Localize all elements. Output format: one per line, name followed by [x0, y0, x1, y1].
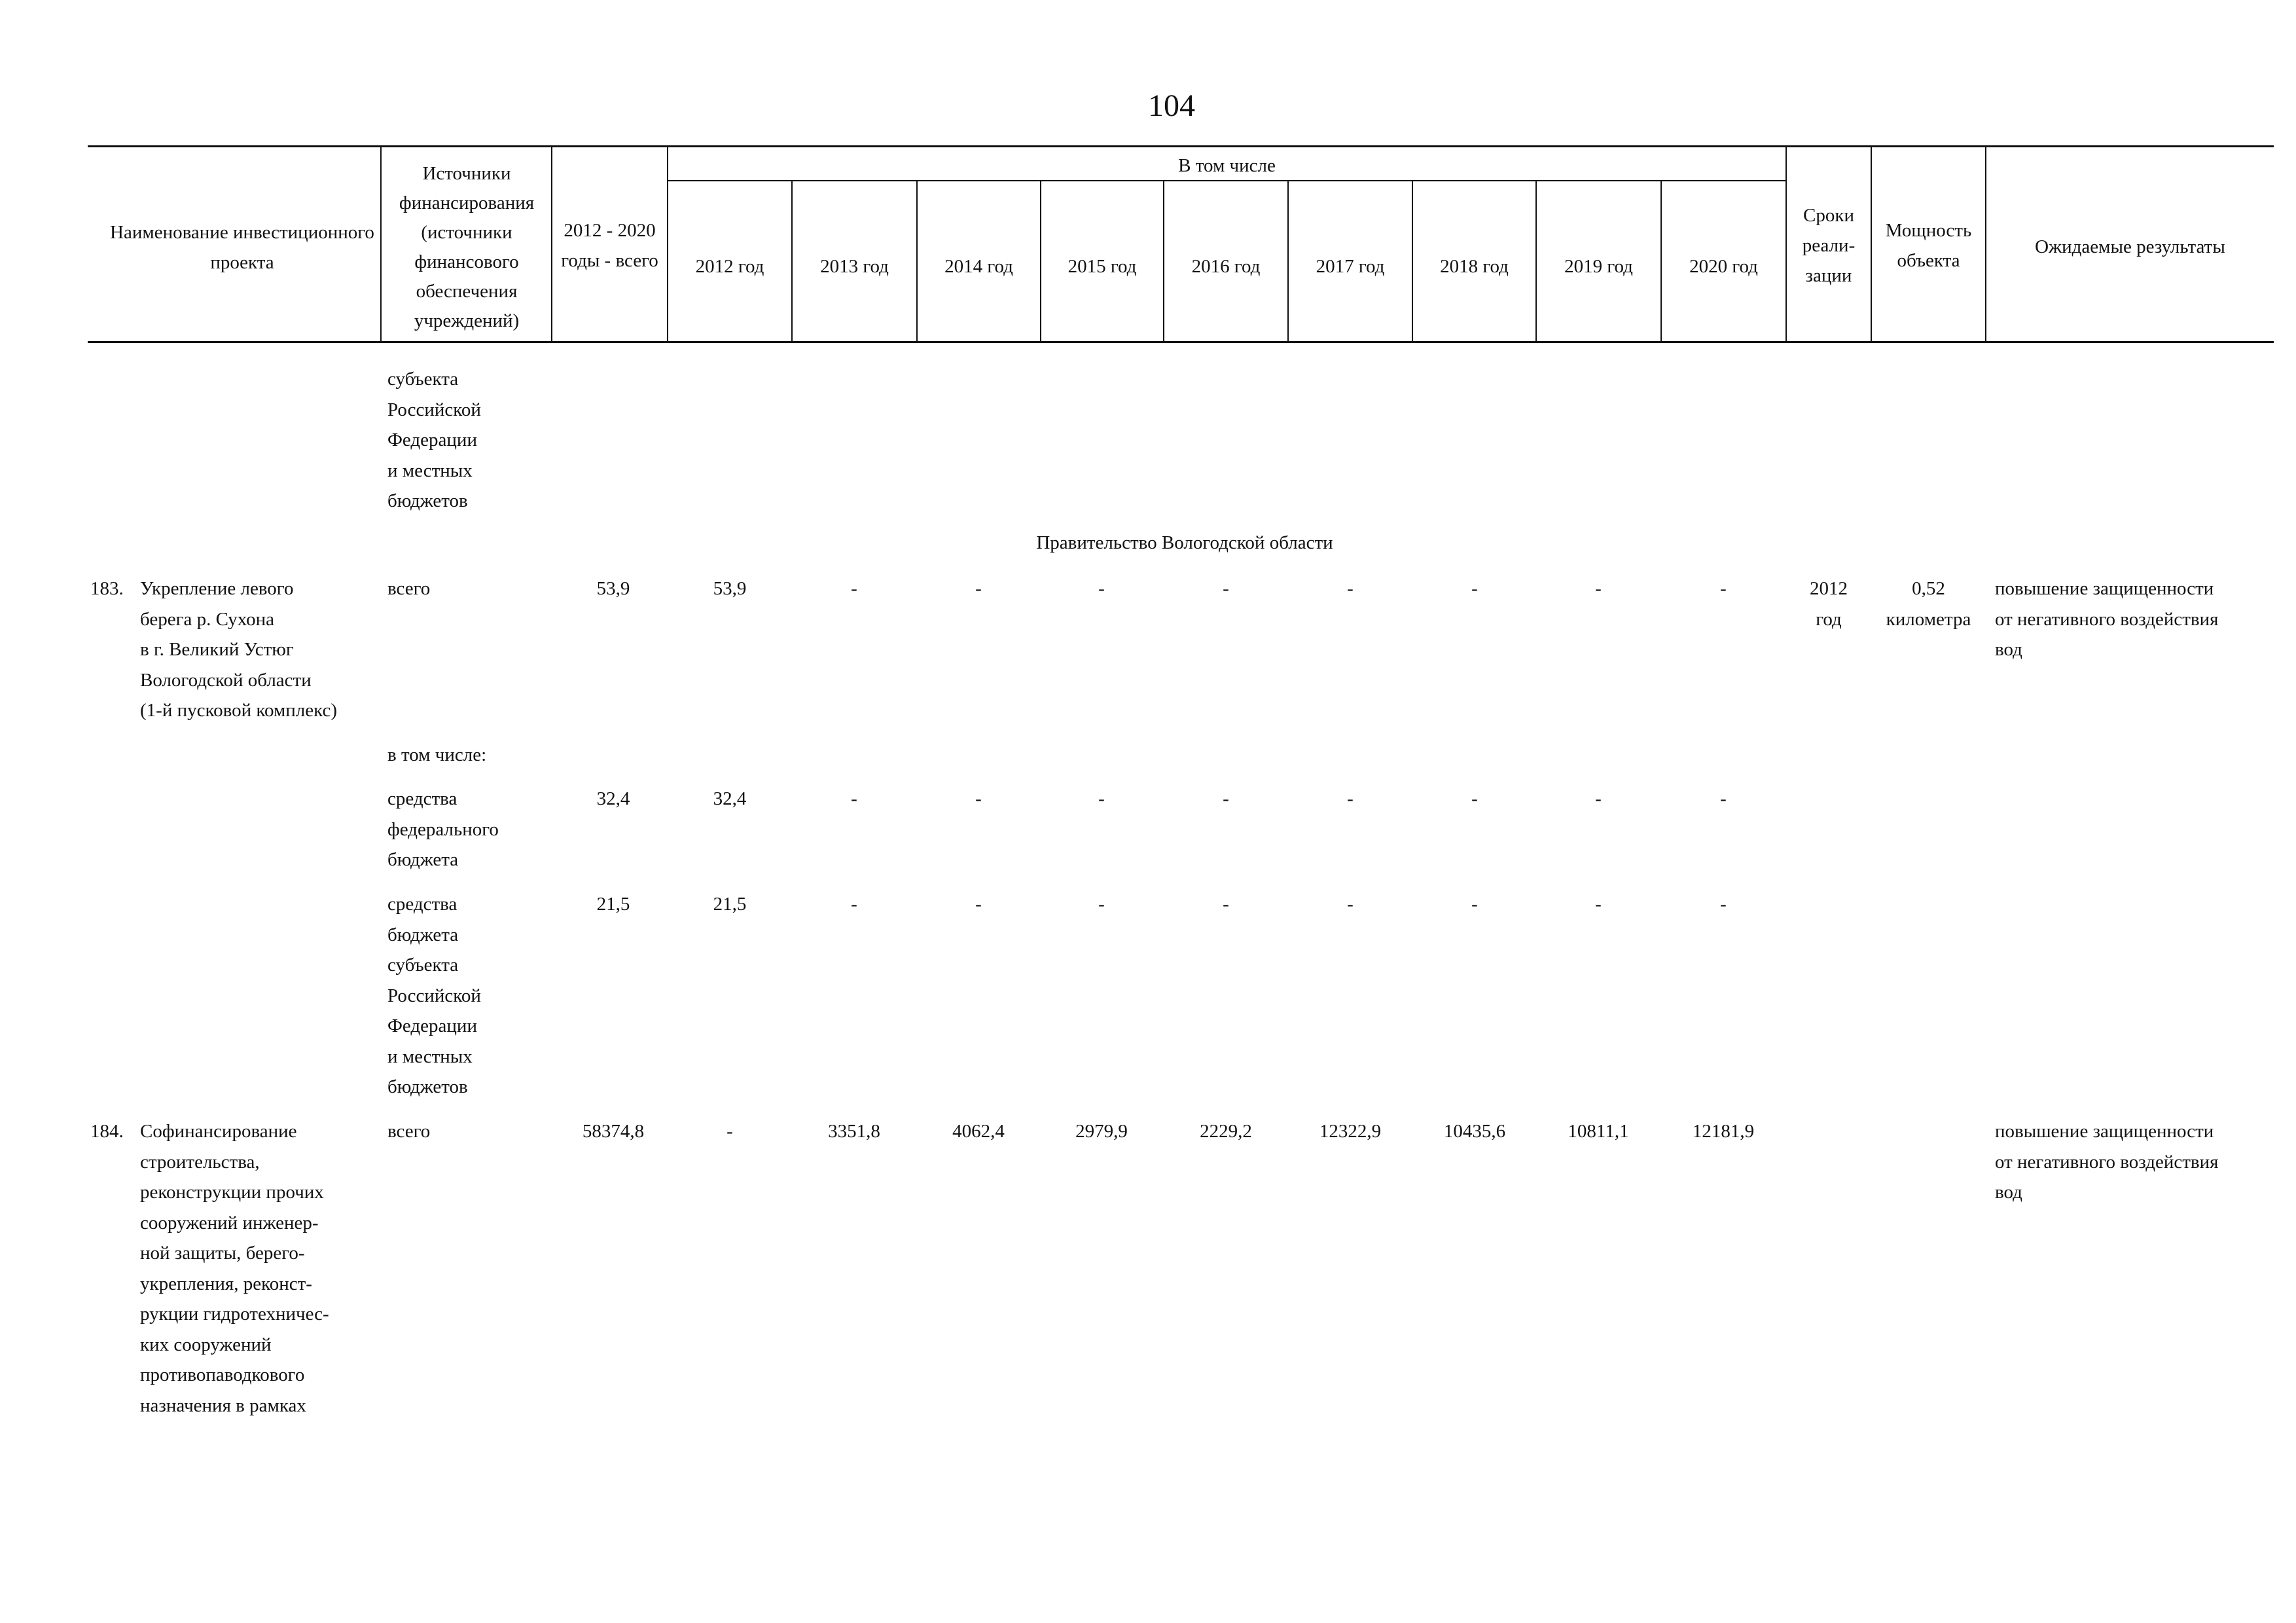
- project-183-source-total: всего: [387, 578, 431, 599]
- project-183-2013: -: [851, 578, 857, 599]
- project-183-2015: -: [1098, 578, 1105, 599]
- project-183-regional-2014: -: [975, 894, 982, 915]
- project-184-2014: 4062,4: [952, 1121, 1005, 1142]
- project-183-2014: -: [975, 578, 982, 599]
- header-total: 2012 - 2020 годы - всего: [561, 220, 658, 271]
- project-184-2017: 12322,9: [1319, 1121, 1382, 1142]
- project-184-name: Софинансирование строительства, реконструкции прочих сооружений инженер- ной защиты, берего- укрепления, реконст- рукции гидротехничес- ких сооружений противопаводкового назначения в рамках: [140, 1121, 329, 1416]
- project-184-source-total: всего: [387, 1121, 431, 1142]
- header-year-2014: 2014 год: [944, 256, 1013, 277]
- header-year-2019: 2019 год: [1564, 256, 1633, 277]
- header-year-2016: 2016 год: [1191, 256, 1261, 277]
- project-183-regional-2013: -: [851, 894, 857, 915]
- project-184-2015: 2979,9: [1075, 1121, 1128, 1142]
- project-183-regional-2018: -: [1471, 894, 1478, 915]
- header-terms: Сроки реали- зации: [1802, 205, 1856, 286]
- header-year-2017: 2017 год: [1316, 256, 1385, 277]
- project-184-result: повышение защищенности от негативного воздействия вод: [1995, 1121, 2219, 1203]
- project-183-2018: -: [1471, 578, 1478, 599]
- section-title: Правительство Вологодской области: [1036, 532, 1333, 553]
- project-183-regional-2017: -: [1347, 894, 1354, 915]
- project-184-2012: -: [726, 1121, 733, 1142]
- header-including: В том числе: [1178, 155, 1276, 176]
- header-year-2020: 2020 год: [1689, 256, 1758, 277]
- project-183-federal-2017: -: [1347, 788, 1354, 809]
- project-183-federal-2020: -: [1720, 788, 1727, 809]
- project-183-result: повышение защищенности от негативного воздействия вод: [1995, 578, 2219, 660]
- project-183-regional-2019: -: [1595, 894, 1602, 915]
- project-183-name: Укрепление левого берега р. Сухона в г. Великий Устюг Вологодской области (1-й пусковой комплекс): [140, 578, 338, 721]
- project-183-2016: -: [1223, 578, 1229, 599]
- project-183-source-regional: средства бюджета субъекта Российской Федерации и местных бюджетов: [387, 894, 481, 1097]
- project-183-2017: -: [1347, 578, 1354, 599]
- project-183-federal-2014: -: [975, 788, 982, 809]
- project-183-federal-2015: -: [1098, 788, 1105, 809]
- header-year-2018: 2018 год: [1440, 256, 1509, 277]
- project-183-regional-2020: -: [1720, 894, 1727, 915]
- project-183-regional-2012: 21,5: [713, 894, 747, 915]
- project-183-federal-2018: -: [1471, 788, 1478, 809]
- project-184-2019: 10811,1: [1568, 1121, 1629, 1142]
- project-183-2012: 53,9: [713, 578, 747, 599]
- header-divider: [380, 145, 382, 343]
- page-number: 104: [1148, 88, 1195, 123]
- project-183-terms: 2012 год: [1810, 578, 1848, 630]
- project-183-number: 183.: [90, 578, 124, 599]
- header-results: Ожидаемые результаты: [2035, 236, 2225, 257]
- header-capacity: Мощность объекта: [1885, 220, 1972, 271]
- project-184-2013: 3351,8: [828, 1121, 880, 1142]
- header-year-2012: 2012 год: [695, 256, 764, 277]
- project-183-regional-2015: -: [1098, 894, 1105, 915]
- project-183-source-federal: средства федерального бюджета: [387, 788, 499, 870]
- header-year-2015: 2015 год: [1067, 256, 1137, 277]
- project-183-regional-total: 21,5: [596, 894, 630, 915]
- project-183-federal-2019: -: [1595, 788, 1602, 809]
- project-183-including-label: в том числе:: [387, 744, 487, 765]
- project-183-2020: -: [1720, 578, 1727, 599]
- table-top-rule: [88, 145, 2274, 147]
- project-183-federal-2016: -: [1223, 788, 1229, 809]
- continuation-source: субъекта Российской Федерации и местных бюджетов: [387, 369, 481, 511]
- project-184-2020: 12181,9: [1692, 1121, 1755, 1142]
- project-184-2016: 2229,2: [1200, 1121, 1252, 1142]
- header-project-name: Наименование инвестиционного проекта: [110, 222, 374, 273]
- header-year-2013: 2013 год: [820, 256, 889, 277]
- project-183-federal-2012: 32,4: [713, 788, 747, 809]
- project-184-total: 58374,8: [582, 1121, 645, 1142]
- project-183-federal-total: 32,4: [596, 788, 630, 809]
- project-183-total: 53,9: [596, 578, 630, 599]
- project-183-2019: -: [1595, 578, 1602, 599]
- project-184-number: 184.: [90, 1121, 124, 1142]
- header-sources: Источники финансирования (источники финансового обеспечения учреждений): [399, 163, 535, 331]
- project-183-capacity: 0,52 километра: [1886, 578, 1971, 630]
- project-184-2018: 10435,6: [1443, 1121, 1506, 1142]
- project-183-regional-2016: -: [1223, 894, 1229, 915]
- project-183-federal-2013: -: [851, 788, 857, 809]
